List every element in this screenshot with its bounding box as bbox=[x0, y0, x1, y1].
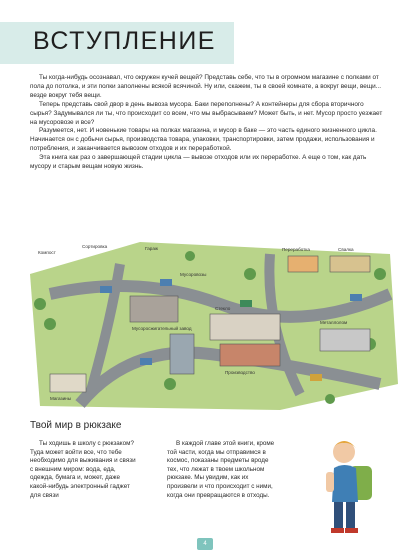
town-illustration bbox=[20, 234, 400, 412]
label-recycling: Переработка bbox=[282, 247, 310, 252]
intro-paragraph: Ты когда-нибудь осознавал, что окружен кучей вещей? Представь себе, что ты в огромном магазине с полками от пола до потолка, и эти полки заполнены всякой всячиной. Ну или, скажем, ты в своей комнате, а вокруг вещи, вещи... везде вокруг тебя вещи. bbox=[30, 74, 381, 99]
section-paragraph: В каждой главе этой книги, кроме той части, когда мы отправимся в космос, показаны предметы вроде тех, что лежат в твоем школьном рюкзаке. Мы увидим, как их произвели и что происходит с ними, когда они превращаются в отходы. bbox=[167, 440, 275, 499]
right-shoe bbox=[345, 528, 358, 533]
label-trucks: Мусоровозы bbox=[180, 272, 207, 277]
label-glass: Стекло bbox=[215, 306, 231, 311]
label-sorting: Сортировка bbox=[82, 244, 108, 249]
label-metal: Металлолом bbox=[320, 320, 348, 325]
intro-paragraph: Теперь представь свой двор в день вывоза мусора. Баки переполнены? А контейнеры для сбора вторичного сырья? Задумывался ли ты, что происходит со всем, что мы выбрасываем? Может быть, и нет. Мусор просто уезжает на мусоровозе и все? bbox=[30, 100, 383, 126]
section-title: Твой мир в рюкзаке bbox=[30, 420, 122, 431]
arm bbox=[326, 472, 334, 492]
page-title: ВСТУПЛЕНИЕ bbox=[33, 27, 216, 55]
left-shoe bbox=[331, 528, 344, 533]
shirt bbox=[332, 465, 358, 502]
label-factory: Производство bbox=[225, 370, 255, 375]
intro-paragraph: Эта книга как раз о завершающей стадии цикла — вывозе отходов или их переработке. А еще о том, как дать мусору и старым вещам новую жизнь. bbox=[30, 154, 367, 171]
left-leg bbox=[334, 502, 343, 528]
right-leg bbox=[346, 502, 355, 528]
label-compost: Компост bbox=[38, 250, 56, 255]
intro-text bbox=[30, 74, 386, 172]
section-paragraph: Ты ходишь в школу с рюкзаком? Туда может войти все, что тебе необходимо для выживания и связи с внешним миром: вода, еда, одежда, бумага и, может, даже какой-нибудь электронный гаджет для связи bbox=[30, 440, 136, 499]
section-column-2 bbox=[167, 440, 277, 500]
intro-paragraph: Разумеется, нет. И новенькие товары на полках магазина, и мусор в баке — это часть единого жизненного цикла. Начинается он с добычи сырья, производства товара, упаковки, транспортировки, затем продажи, использования и потребления, и заканчивается вывозом отходов и их переработкой. bbox=[30, 127, 377, 153]
label-plant: Мусоросжигательный завод bbox=[132, 326, 192, 331]
label-garage: Гараж bbox=[145, 246, 158, 251]
section-column-1 bbox=[30, 440, 140, 500]
kid-with-backpack-illustration bbox=[310, 428, 390, 536]
page-number: 4 bbox=[197, 538, 213, 550]
label-shops: Магазины bbox=[50, 396, 72, 401]
label-landfill: Свалка bbox=[338, 247, 354, 252]
